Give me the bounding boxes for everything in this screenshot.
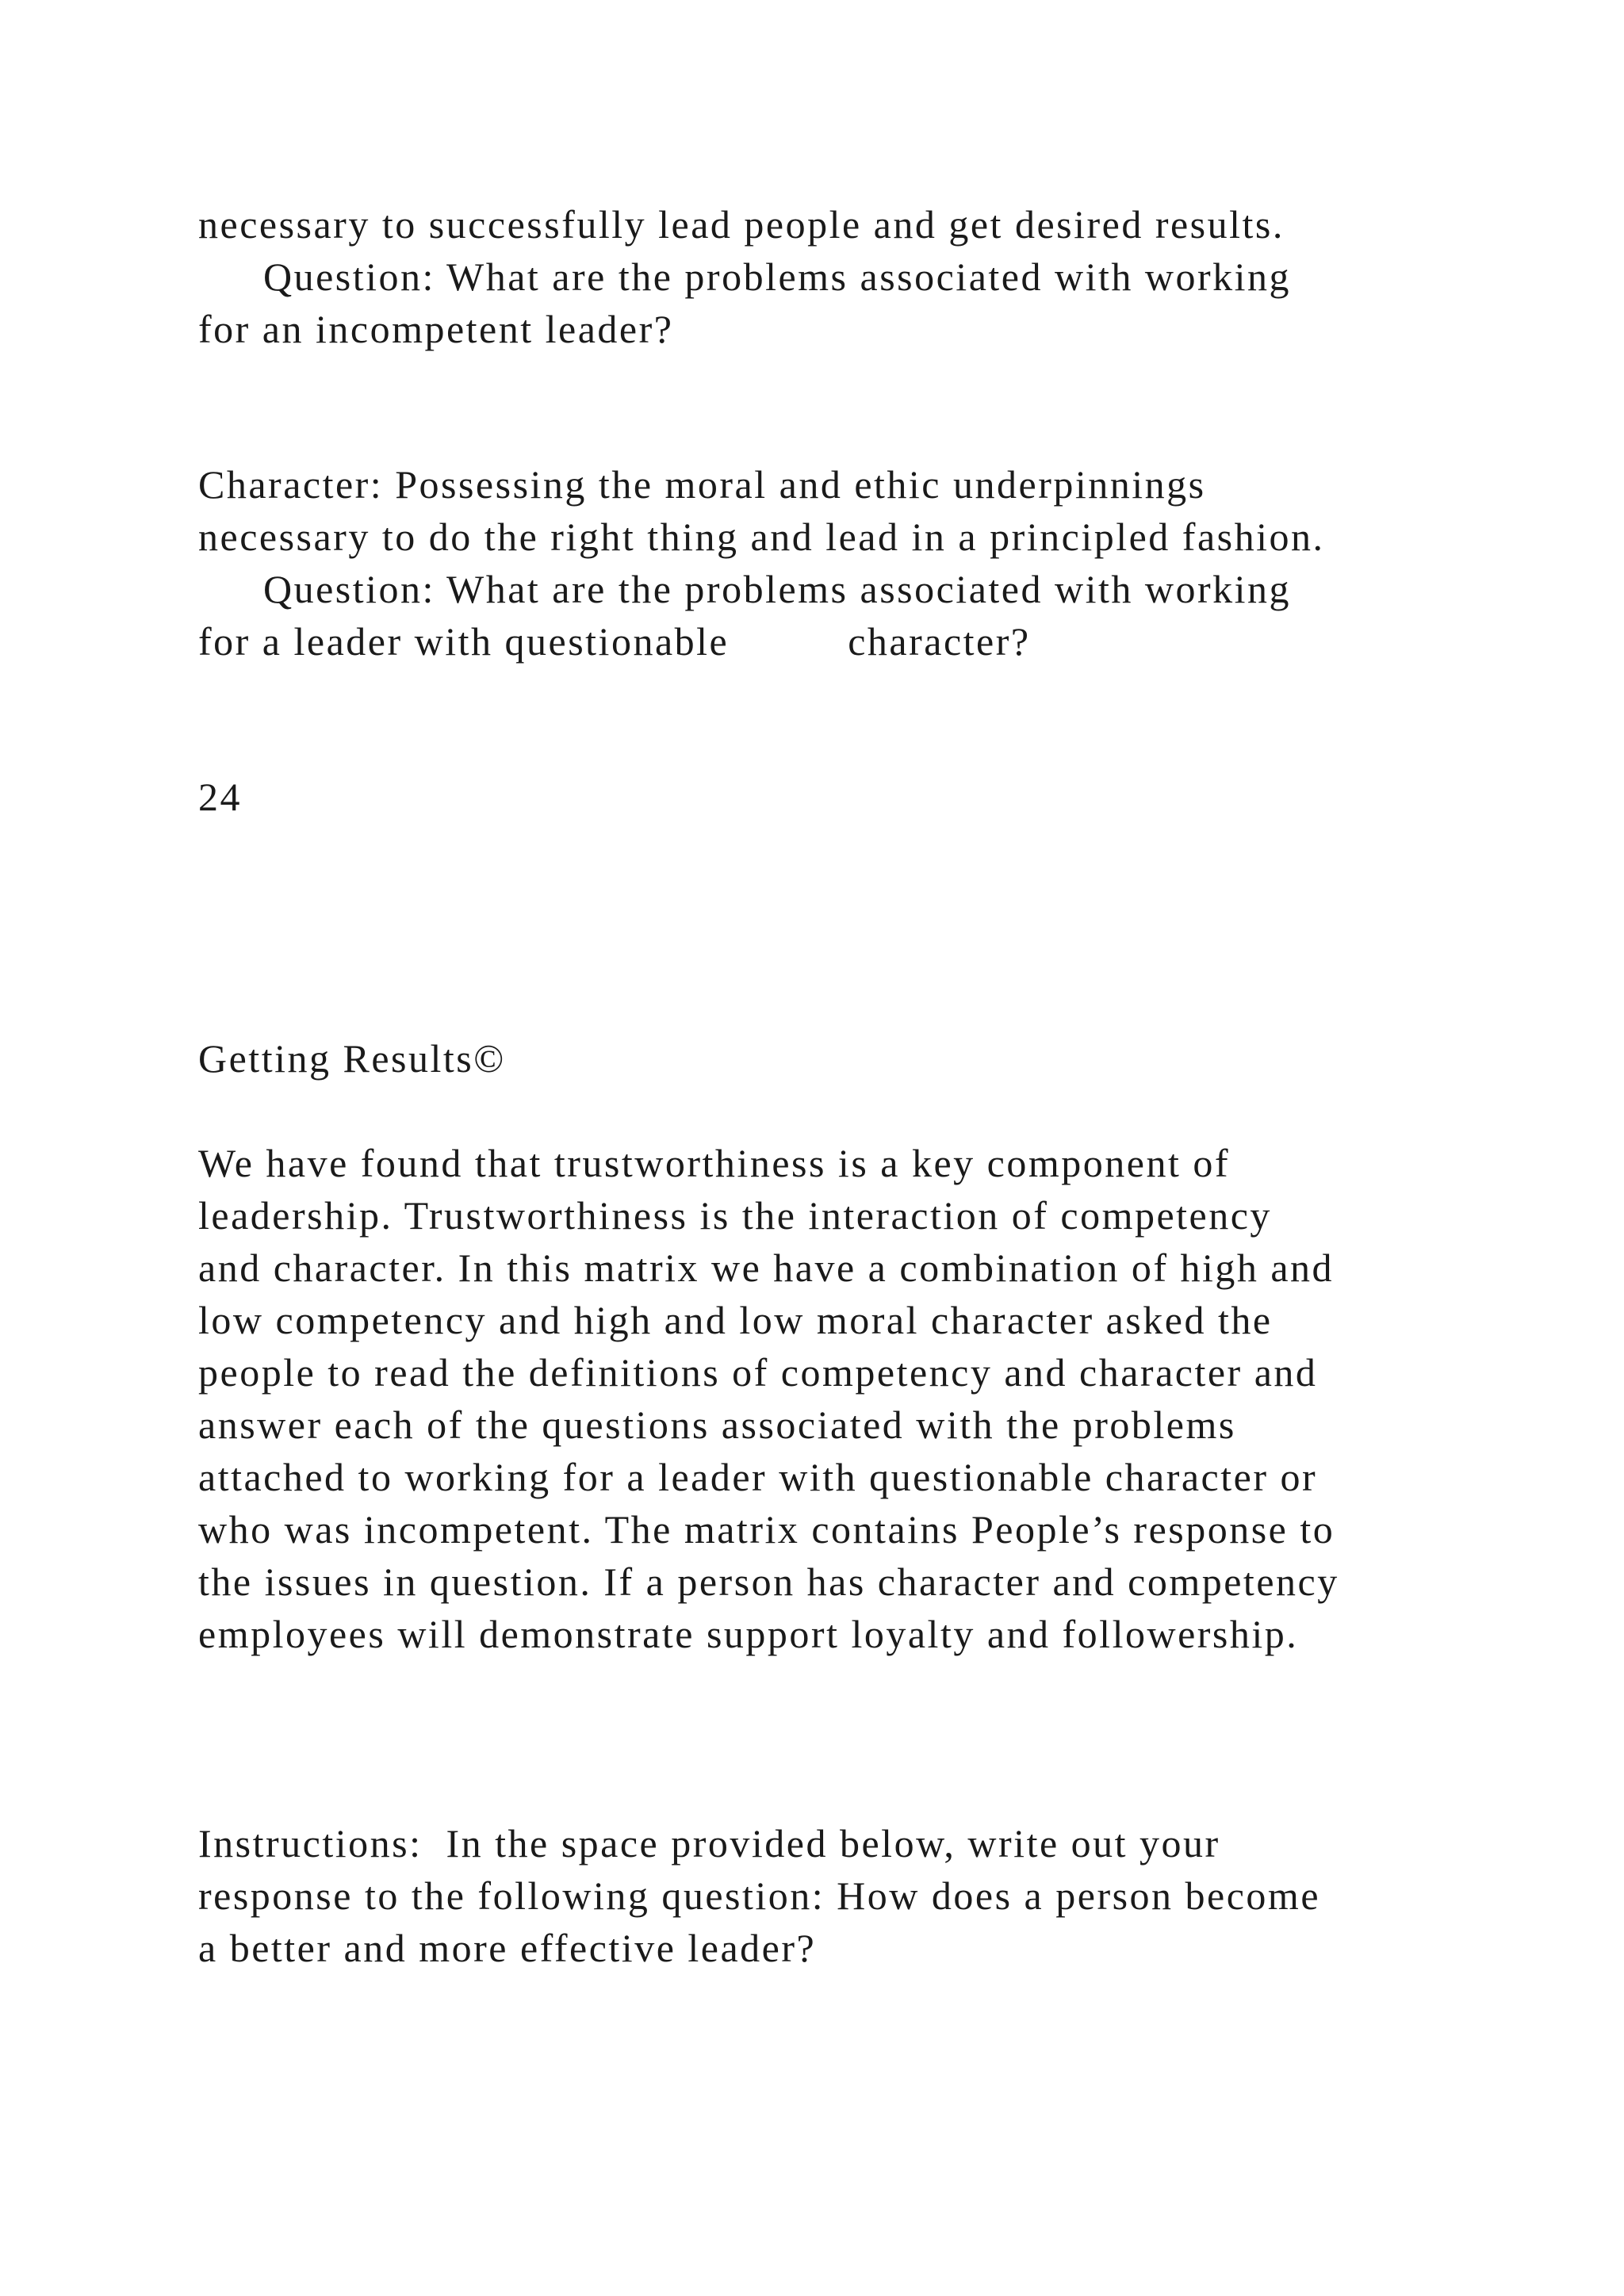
instructions-line: a better and more effective leader?: [198, 1926, 817, 1970]
paragraph-line: low competency and high and low moral character asked the: [198, 1298, 1273, 1342]
text-line: for an incompetent leader?: [198, 307, 674, 351]
paragraph-line: people to read the definitions of competency and character and: [198, 1350, 1318, 1395]
paragraph-line: who was incompetent. The matrix contains People’s response to: [198, 1507, 1335, 1552]
instructions-line: response to the following question: How does a person become: [198, 1873, 1321, 1918]
paragraph-line: employees will demonstrate support loyalty and followership.: [198, 1612, 1299, 1656]
paragraph-line: attached to working for a leader with questionable character or: [198, 1455, 1318, 1499]
paragraph-line: the issues in question. If a person has character and competency: [198, 1559, 1339, 1604]
text-line: necessary to successfully lead people and get desired results.: [198, 202, 1285, 247]
paragraph-line: answer each of the questions associated with the problems: [198, 1402, 1236, 1447]
paragraph-line: We have found that trustworthiness is a key component of: [198, 1141, 1230, 1185]
page-number: 24: [198, 775, 242, 819]
paragraph-line: leadership. Trustworthiness is the interaction of competency: [198, 1193, 1272, 1238]
instructions-line: Instructions: In the space provided below, write out your: [198, 1821, 1220, 1866]
text-line: necessary to do the right thing and lead in a principled fashion.: [198, 515, 1325, 559]
paragraph-line: and character. In this matrix we have a combination of high and: [198, 1246, 1335, 1290]
section-heading: Getting Results©: [198, 1036, 506, 1081]
question-line: Question: What are the problems associated with working: [263, 254, 1292, 299]
text-line: for a leader with questionable character?: [198, 619, 1031, 664]
question-line: Question: What are the problems associated with working: [263, 567, 1292, 611]
character-definition-line: Character: Possessing the moral and ethic underpinnings: [198, 462, 1206, 507]
